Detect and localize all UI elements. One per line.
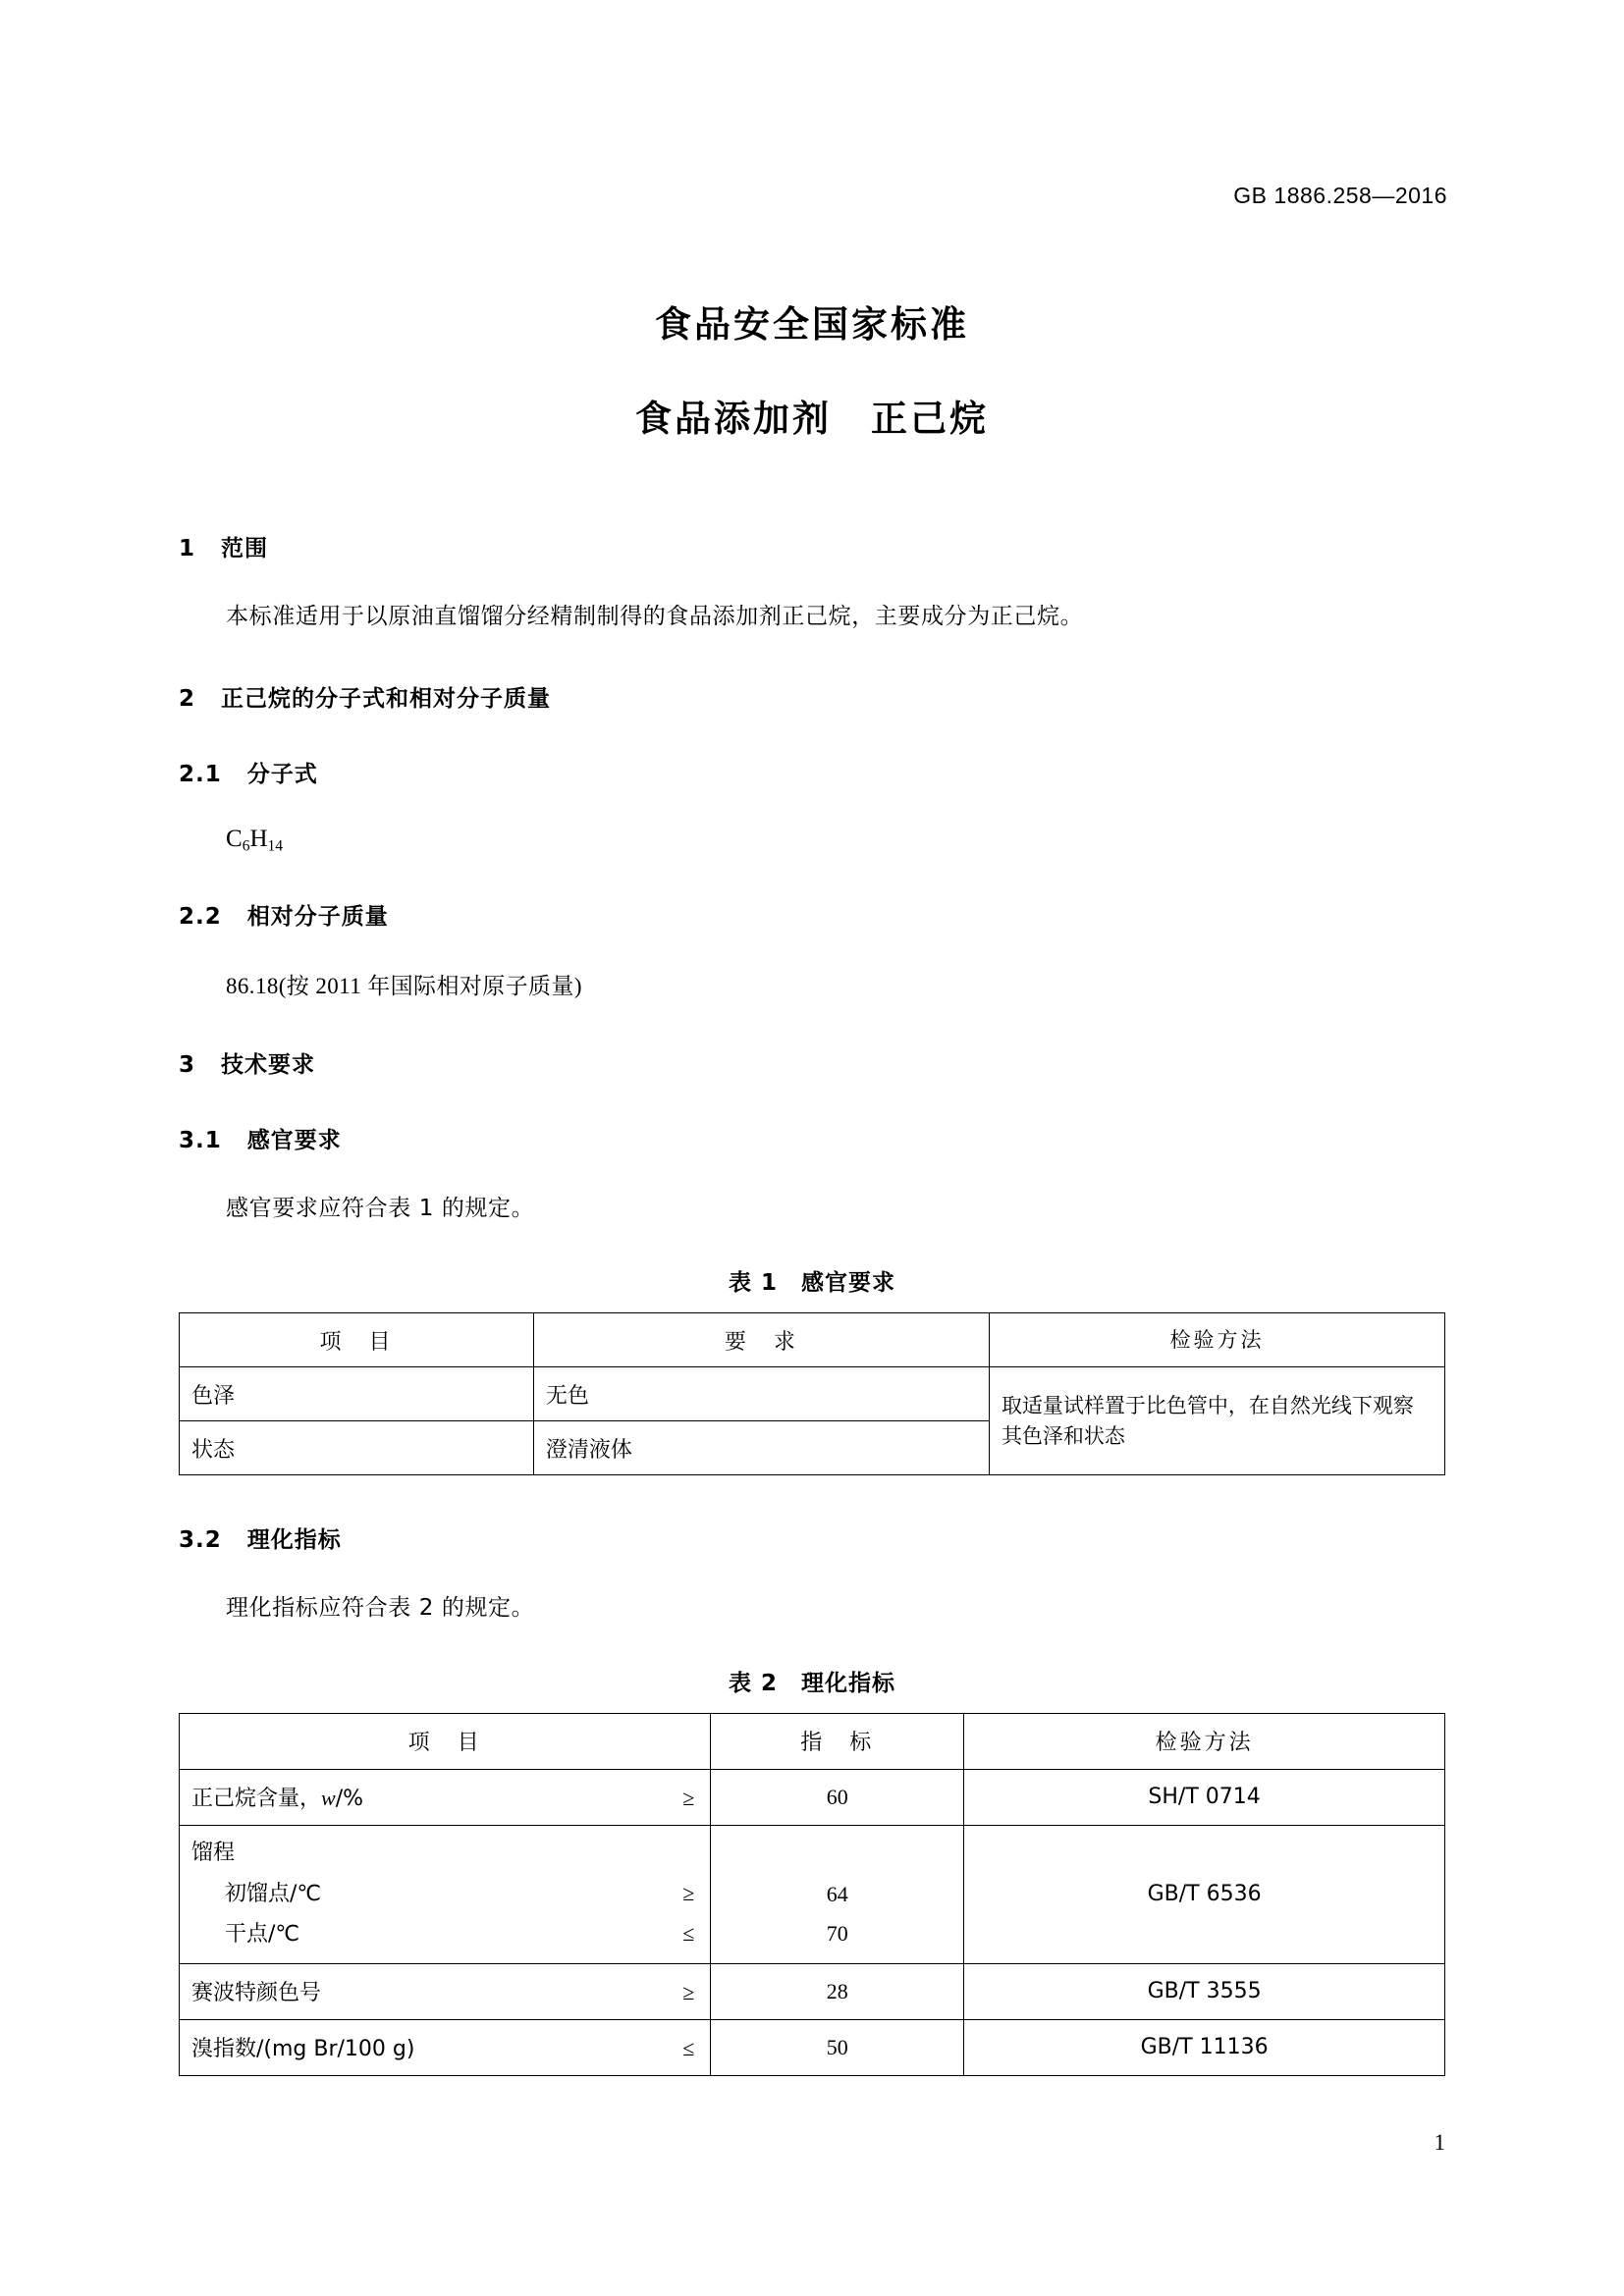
table2-r2-item-group — [180, 1825, 711, 1963]
table1-method-cell: 取适量试样置于比色管中，在自然光线下观察其色泽和状态 — [989, 1367, 1444, 1475]
section-heading-2 — [179, 680, 1445, 713]
table-sensory-requirements — [179, 1312, 1445, 1475]
section-1-number: 1 — [179, 536, 196, 561]
page-number: 1 — [1434, 2130, 1445, 2155]
section-2-2-number: 2.2 — [179, 903, 222, 930]
section-3-1-number: 3.1 — [179, 1127, 222, 1153]
section-2-2-title: 相对分子质量 — [246, 903, 389, 930]
table2-r2-sub-1 — [191, 1874, 698, 1915]
section-3-2-paragraph: 理化指标应符合表 2 的规定。 — [226, 1595, 535, 1622]
table-row — [180, 1367, 1445, 1421]
table2-r3-item — [180, 1963, 711, 2019]
table2-r2-method: GB/T 6536 — [964, 1825, 1445, 1963]
table-row — [180, 1825, 1445, 1963]
section-heading-3-1 — [179, 1122, 1445, 1154]
table2-r2-sub-1-index: 64 — [826, 1881, 848, 1906]
table1-r1-item: 色泽 — [180, 1367, 534, 1421]
table2-r1-index: 60 — [711, 1769, 964, 1825]
table-physicochemical-indexes — [179, 1713, 1445, 2076]
relative-molecular-mass-value: 86.18(按 2011 年国际相对原子质量) — [226, 973, 582, 998]
table2-r4-index: 50 — [711, 2019, 964, 2075]
section-heading-2-1 — [179, 756, 1445, 788]
table2-r4-item — [180, 2019, 711, 2075]
table-row — [180, 1963, 1445, 2019]
table1-header-item: 项 目 — [180, 1313, 534, 1367]
section-3-2-title: 理化指标 — [246, 1527, 342, 1554]
table2-r2-sub-1-sign: ≥ — [682, 1880, 695, 1905]
section-1-title: 范围 — [221, 536, 269, 561]
table2-header-item: 项 目 — [180, 1713, 711, 1769]
table2-r3-index: 28 — [711, 1963, 964, 2019]
molecular-formula: $C_6H_{14}$ — [226, 825, 283, 854]
table2-r3-sign: ≥ — [682, 1980, 695, 2005]
table2-r1-item-unit: /% — [335, 1787, 364, 1812]
section-3-2-number: 3.2 — [179, 1527, 222, 1554]
table2-r4-sign: ≤ — [682, 2036, 695, 2061]
table2-r2-group-title: 馏程 — [191, 1840, 236, 1865]
section-3-1-paragraph: 感官要求应符合表 1 的规定。 — [226, 1195, 535, 1221]
page-subtitle: 食品添加剂 正己烷 — [635, 398, 989, 440]
table2-r1-item — [180, 1769, 711, 1825]
table2-r1-sign: ≥ — [682, 1786, 695, 1811]
table-row — [180, 2019, 1445, 2075]
section-heading-1 — [179, 530, 1445, 562]
table2-r2-sub-2-label: 干点/℃ — [225, 1922, 300, 1948]
table-row — [180, 1769, 1445, 1825]
section-heading-3 — [179, 1046, 1445, 1079]
table1-r1-requirement: 无色 — [533, 1367, 989, 1421]
table2-r1-method: SH/T 0714 — [964, 1769, 1445, 1825]
section-2-1-number: 2.1 — [179, 761, 222, 787]
table1-r2-item: 状态 — [180, 1421, 534, 1475]
table2-r2-sub-2-index: 70 — [826, 1921, 848, 1947]
table-2-caption: 表 2 理化指标 — [728, 1670, 895, 1696]
section-heading-3-2 — [179, 1522, 1445, 1554]
table-row — [180, 1713, 1445, 1769]
page-title: 食品安全国家标准 — [655, 303, 969, 346]
table2-r4-item-text: 溴指数/(mg Br/100 g) — [191, 2037, 415, 2062]
table2-r1-item-text: 正己烷含量， — [191, 1787, 322, 1812]
standard-number-header: GB 1886.258—2016 — [1233, 183, 1447, 208]
table1-header-method: 检验方法 — [989, 1313, 1444, 1367]
table-row — [180, 1313, 1445, 1367]
section-1-paragraph: 本标准适用于以原油直馏馏分经精制制得的食品添加剂正己烷，主要成分为正己烷。 — [226, 604, 1084, 629]
table2-r4-method: GB/T 11136 — [964, 2019, 1445, 2075]
section-3-title: 技术要求 — [221, 1051, 316, 1078]
table1-header-requirement: 要 求 — [533, 1313, 989, 1367]
section-2-1-title: 分子式 — [246, 761, 318, 787]
table2-r2-sub-2 — [191, 1914, 698, 1955]
table2-header-method: 检验方法 — [964, 1713, 1445, 1769]
section-3-1-title: 感官要求 — [246, 1127, 342, 1153]
table1-r2-requirement: 澄清液体 — [533, 1421, 989, 1475]
table2-r2-index-group — [711, 1825, 964, 1963]
table2-r3-item-text: 赛波特颜色号 — [191, 1981, 322, 2006]
section-2-number: 2 — [179, 685, 196, 712]
table-1-caption: 表 1 感官要求 — [728, 1270, 895, 1297]
document-body — [179, 530, 1445, 2076]
table2-r2-sub-1-label: 初馏点/℃ — [225, 1881, 322, 1906]
table2-r3-method: GB/T 3555 — [964, 1963, 1445, 2019]
table2-r1-item-symbol: w — [321, 1786, 336, 1811]
table2-r2-sub-2-sign: ≤ — [682, 1921, 695, 1947]
section-heading-2-2 — [179, 898, 1445, 931]
table2-header-index: 指 标 — [711, 1713, 964, 1769]
section-3-number: 3 — [179, 1051, 196, 1078]
section-2-title: 正己烷的分子式和相对分子质量 — [221, 685, 552, 712]
